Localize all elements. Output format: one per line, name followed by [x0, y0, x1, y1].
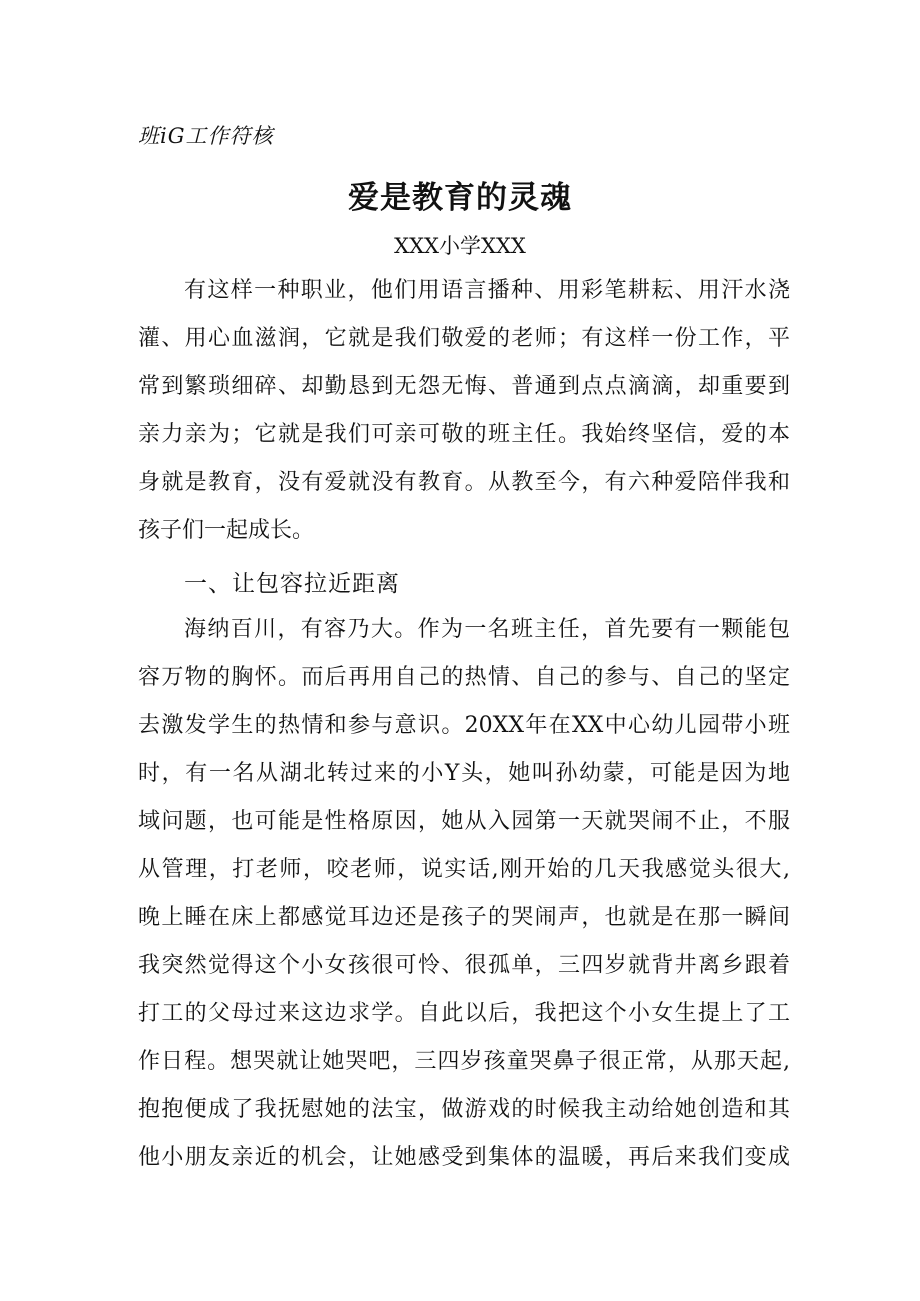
section-heading: 一、让包容拉近距离 [184, 571, 400, 597]
paragraph-line: 域问题，也可能是性格原因，她从入园第一天就哭闹不止，不服 [138, 809, 790, 834]
document-title: 爱是教育的灵魂 [348, 180, 572, 216]
paragraph-line: 身就是教育，没有爱就没有教育。从教至今，有六种爱陪伴我和 [138, 470, 790, 495]
paragraph-line: 抱抱便成了我抚慰她的法宝，做游戏的时候我主动给她创造和其 [138, 1097, 790, 1122]
paragraph-line: 容万物的胸怀。而后再用自己的热情、自己的参与、自己的坚定 [138, 665, 790, 690]
paragraph-line: 晚上睡在床上都感觉耳边还是孩子的哭闹声，也就是在那一瞬间 [138, 905, 790, 930]
paragraph-line: 他小朋友亲近的机会，让她感受到集体的温暖，再后来我们变成 [138, 1145, 790, 1170]
author-line: XXX小学XXX [394, 234, 526, 258]
paragraph-line: 孩子们一起成长。 [138, 518, 315, 543]
paragraph-line: 从管理，打老师，咬老师，说实话,刚开始的几天我感觉头很大, [138, 857, 790, 882]
paragraph-line: 时，有一名从湖北转过来的小Y头，她叫孙幼蒙，可能是因为地 [138, 761, 790, 786]
paragraph-line: 常到繁琐细碎、却勤恳到无怨无悔、普通到点点滴滴，却重要到 [138, 374, 790, 399]
paragraph-line: 我突然觉得这个小女孩很可怜、很孤单，三四岁就背井离乡跟着 [138, 953, 790, 978]
paragraph-line: 去激发学生的热情和参与意识。20XX年在XX中心幼儿园带小班 [138, 713, 790, 738]
paragraph-line: 作日程。想哭就让她哭吧，三四岁孩童哭鼻子很正常，从那天起, [138, 1049, 790, 1074]
paragraph-line: 亲力亲为；它就是我们可亲可敬的班主任。我始终坚信，爱的本 [138, 422, 790, 447]
header-note: 班iG工作符核 [138, 124, 274, 148]
paragraph-line: 打工的父母过来这边求学。自此以后，我把这个小女生提上了工 [138, 1001, 790, 1026]
paragraph-line: 灌、用心血滋润，它就是我们敬爱的老师；有这样一份工作，平 [138, 326, 790, 351]
paragraph-line: 海纳百川，有容乃大。作为一名班主任，首先要有一颗能包 [184, 617, 790, 642]
paragraph-line: 有这样一种职业，他们用语言播种、用彩笔耕耘、用汗水浇 [184, 278, 790, 303]
